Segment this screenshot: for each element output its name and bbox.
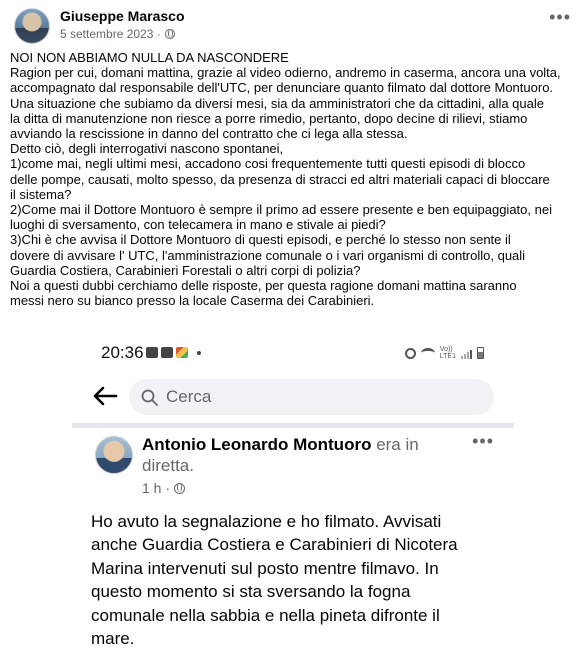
embedded-post-text-line: mare.	[91, 629, 135, 649]
phone-status-bar	[72, 338, 514, 368]
search-icon	[141, 389, 158, 406]
post-body-line: Noi a questi dubbi cerchiamo delle risposte, per questa ragione domani mattina saranno	[10, 278, 517, 294]
post-body-line: 2)Come mai il Dottore Montuoro è sempre il primo ad essere presente e ben equipaggiato, nei	[10, 202, 552, 218]
post-body-line: luoghi di sversamento, con telecamera in mano e stivale ai piedi?	[10, 217, 386, 233]
embedded-post-text-line: anche Guardia Costiera e Carabinieri di Nicotera	[91, 535, 458, 555]
post-body-line: dovere di avvisare l' UTC, l'amministrazione comunale o i vari organismi di controllo, quali	[10, 247, 526, 263]
post-body-line: delle pompe, causati, molto spesso, da presenza di stracci ed altri materiali capaci di bloccare	[10, 171, 550, 187]
system-icons	[405, 346, 484, 360]
divider	[72, 423, 514, 428]
battery-icon	[477, 347, 484, 359]
embedded-post-text-line: Ho avuto la segnalazione e ho filmato. Avvisati	[91, 512, 442, 531]
embedded-more-options-icon[interactable]: •••	[472, 431, 494, 451]
post-body-line: messi nero su bianco presso la locale Caserma dei Carabinieri.	[10, 293, 375, 309]
embedded-author-avatar[interactable]	[95, 436, 133, 474]
post-author-name[interactable]: Giuseppe Marasco	[60, 8, 185, 24]
post-meta	[60, 27, 175, 41]
author-avatar[interactable]	[14, 8, 50, 44]
embedded-post-text-line: comunale nella sabbia e nella pineta difronte il	[91, 605, 440, 625]
post-body-line: il sistema?	[10, 186, 72, 202]
back-arrow-icon[interactable]	[92, 386, 118, 406]
post-body-line: avviando la rescissione in danno del contratto che ci lega alla stessa.	[10, 126, 408, 142]
globe-icon	[165, 29, 175, 39]
post-body-line: Una situazione che subiamo da diversi mesi, sia da amministratori che da cittadini, alla quale	[10, 95, 544, 111]
post-date[interactable]: 5 settembre 2023 ·	[60, 27, 161, 41]
mail-icon	[161, 347, 173, 358]
embedded-post-time[interactable]: 1 h ·	[142, 480, 171, 496]
photos-icon	[176, 347, 188, 358]
wifi-icon	[421, 348, 435, 358]
post-body-line: Guardia Costiera, Carabinieri Forestali o altri corpi di polizia?	[10, 262, 361, 278]
post-header	[14, 8, 579, 48]
globe-icon	[174, 483, 185, 494]
post-body-line: 3)Chi è che avvisa il Dottore Montuoro di questi episodi, e perché lo stesso non sente il	[10, 232, 511, 248]
embedded-post-text-line: questo momento si sta sversando la fogna	[91, 582, 411, 602]
post-body-line: NOI NON ABBIAMO NULLA DA NASCONDERE	[10, 50, 289, 65]
post-body-line: Detto ciò, degli interrogativi nascono spontanei,	[10, 141, 284, 157]
embedded-post-header	[142, 434, 442, 476]
search-bar[interactable]	[129, 379, 494, 415]
status-time: 20:36	[101, 343, 144, 362]
volte-label: Vo)) LTE1	[439, 346, 456, 360]
more-notifications-dot	[197, 351, 201, 355]
post-body	[10, 50, 585, 308]
post-body-line: 1)come mai, negli ultimi mesi, accadono cosi frequentemente tutti questi episodi di blocco	[10, 156, 526, 172]
notification-app-icon	[146, 347, 158, 358]
notification-icons	[146, 347, 201, 358]
alarm-icon	[405, 348, 416, 359]
search-input[interactable]	[166, 387, 446, 407]
embedded-post-action: era in diretta.	[142, 435, 419, 475]
embedded-post-text-line: Marina intervenuti sul posto mentre filmavo. In	[91, 558, 439, 578]
signal-icon	[461, 348, 472, 359]
post-body-line: la ditta di manutenzione non riesce a porre rimedio, pertanto, dopo decine di rilievi, stiamo	[10, 110, 528, 126]
embedded-author-name[interactable]: Antonio Leonardo Montuoro	[142, 435, 372, 454]
embedded-post-meta	[142, 480, 185, 496]
post-body-line: accompagnato dal responsabile dell'UTC, per denunciare quanto filmato dal dottore Montuoro.	[10, 80, 554, 96]
more-options-icon[interactable]: •••	[549, 7, 571, 27]
post-body-line: Ragion per cui, domani mattina, grazie al video odierno, andremo in caserma, ancora una volta,	[10, 65, 561, 81]
embedded-post-text	[91, 510, 506, 650]
embedded-screenshot	[72, 338, 514, 658]
